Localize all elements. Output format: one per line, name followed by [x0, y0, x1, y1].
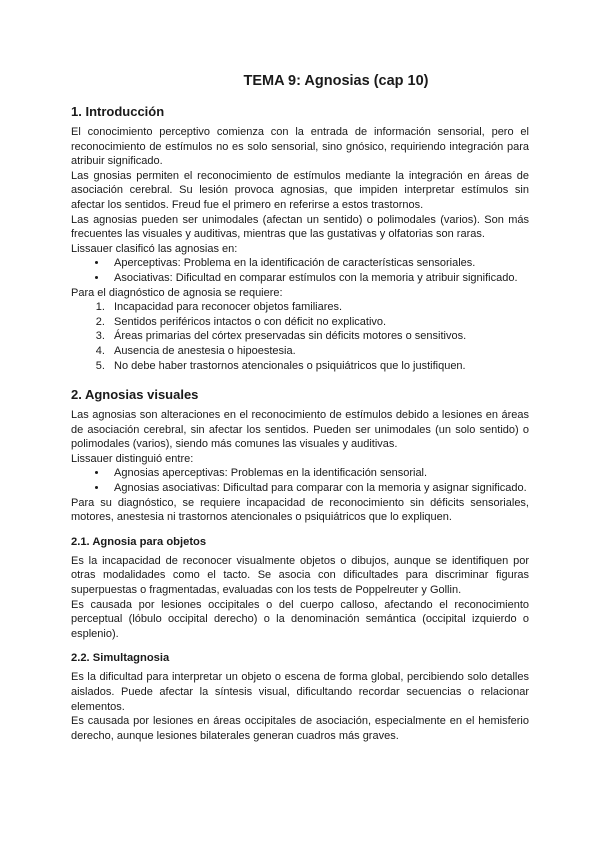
section-heading: 1. Introducción [71, 104, 165, 119]
paragraph: Para su diagnóstico, se requiere incapacidad de reconocimiento sin déficits sensoriales, motores, anestesia ni trastornos atencionales o psiquiátricos que lo expliquen. [71, 496, 529, 524]
list-item: 2. Sentidos periféricos intactos o con déficit no explicativo. [108, 315, 529, 330]
paragraph: Es la dificultad para interpretar un objeto o escena de forma global, percibiendo solo detalles aislados. Puede afectar la síntesis visual, dificultando recordar secuencias o relacionar elementos. [71, 671, 529, 713]
list-item: • Asociativas: Dificultad en comparar estímulos con la memoria y atribuir significado. [108, 271, 529, 286]
subsection-heading: 2.2. Simultagnosia [71, 652, 170, 665]
paragraph: Las agnosias pueden ser unimodales (afectan un sentido) o polimodales (varios). Son más frecuentes las visuales y auditivas, mientras que las gustativas y olfatorias son raras. [71, 213, 529, 241]
section-heading: 2. Agnosias visuales [71, 387, 199, 403]
section-agnosias-visuales [71, 387, 529, 525]
list-item: 3. Áreas primarias del córtex preservadas sin déficits motores o sensitivos. [108, 329, 529, 344]
list-item: 5. No debe haber trastornos atencionales o psiquiátricos que lo justifiquen. [108, 359, 529, 374]
subsection-heading: 2.1. Agnosia para objetos [71, 535, 207, 548]
paragraph: Las gnosias permiten el reconocimiento de estímulos mediante la integración en áreas de asociación cerebral. Su lesión provoca agnosias, que impiden interpretar estímulos sin afectar los sentidos. Freud fue el primero en referirse a estos trastornos. [71, 169, 529, 211]
bullet-list [71, 466, 529, 495]
numbered-list [71, 300, 529, 373]
paragraph: Es la incapacidad de reconocer visualmente objetos o dibujos, aunque se identifiquen por otras modalidades como el tacto. Se asocia con dificultades para discriminar figuras superpuestas o fragmentadas, evaluadas con los tests de Poppelreuter y Gollin. [71, 554, 529, 597]
document-page [71, 72, 529, 743]
list-item: 4. Ausencia de anestesia o hipoestesia. [108, 344, 529, 359]
paragraph: Lissauer clasificó las agnosias en: [71, 242, 238, 255]
paragraph: El conocimiento perceptivo comienza con la entrada de información sensorial, pero el reconocimiento de estímulos no es solo sensorial, sino gnósico, requiriendo integración para atribuir significado. [71, 126, 529, 168]
bullet-list [71, 256, 529, 285]
list-item: 1. Incapacidad para reconocer objetos familiares. [108, 300, 529, 315]
list-item: • Agnosias aperceptivas: Problemas en la identificación sensorial. [108, 466, 529, 481]
document-title: TEMA 9: Agnosias (cap 10) [243, 73, 429, 89]
list-item: • Agnosias asociativas: Dificultad para comparar con la memoria y asignar significado. [108, 481, 529, 496]
section-agnosia-objetos [71, 535, 529, 642]
paragraph: Lissauer distinguió entre: [71, 452, 194, 465]
list-item: • Aperceptivas: Problema en la identificación de características sensoriales. [108, 256, 529, 271]
section-introduccion [71, 104, 529, 373]
paragraph: Es causada por lesiones occipitales o del cuerpo calloso, afectando el reconocimiento perceptual (lóbulo occipital derecho) o la denominación semántica (occipital izquierdo o esplenio). [71, 598, 529, 640]
paragraph: Para el diagnóstico de agnosia se requiere: [71, 286, 283, 299]
section-simultagnosia [71, 651, 529, 743]
paragraph: Es causada por lesiones en áreas occipitales de asociación, especialmente en el hemisferio derecho, aunque lesiones bilaterales generan cuadros más graves. [71, 715, 529, 742]
paragraph: Las agnosias son alteraciones en el reconocimiento de estímulos debido a lesiones en áreas de asociación cerebral, sin afectar los sentidos. Pueden ser unimodales (un solo sentido) o polimodales (varios), siendo más comunes las visuales y auditivas. [71, 409, 529, 451]
